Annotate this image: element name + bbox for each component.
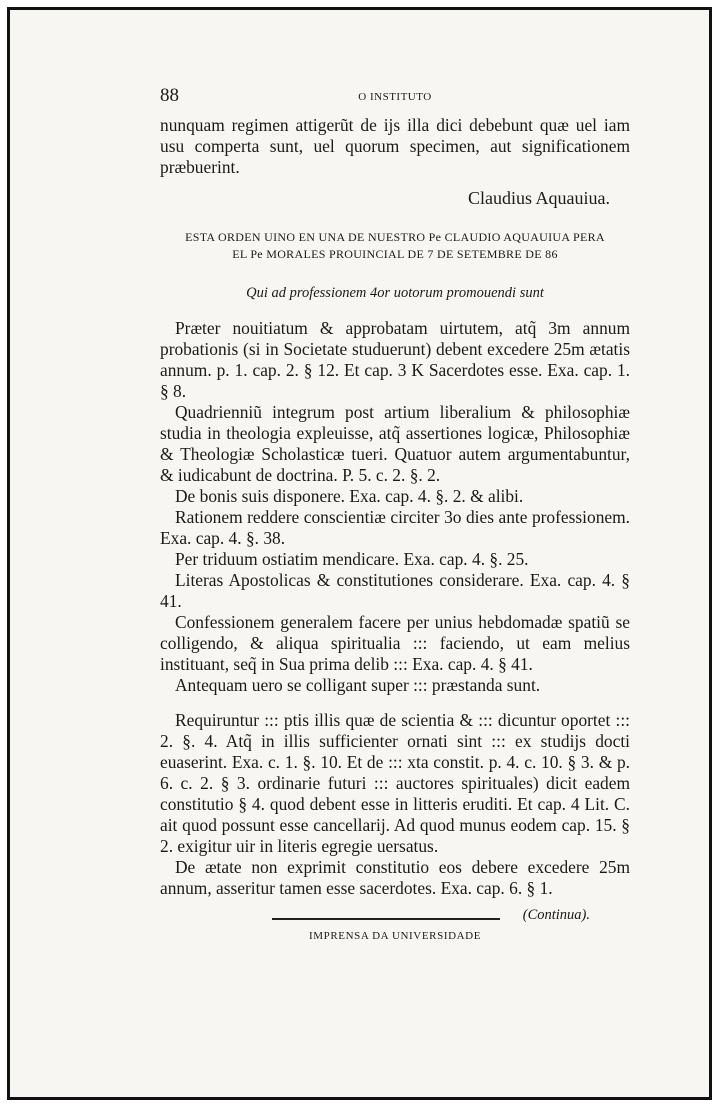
page-body bbox=[160, 85, 630, 924]
imprint: IMPRENSA DA UNIVERSIDADE bbox=[308, 930, 482, 942]
running-head: O INSTITUTO bbox=[358, 91, 432, 103]
note-paragraph: De ætate non exprimit constitutio eos debere excedere 25m annum, asseritur tamen esse sacerdotes. Exa. cap. 6. § 1. bbox=[160, 857, 630, 898]
document-title: ESTA ORDEN UINO EN UNA DE NUESTRO Pe CLAUDIO AQUAUIUA PERA EL Pe MORALES PROUINCIAL DE 7 DE SETEMBRE DE 86 bbox=[185, 230, 605, 261]
page-number: 88 bbox=[160, 85, 179, 106]
section-title: Qui ad professionem 4or uotorum promouendi sunt bbox=[246, 285, 544, 301]
requirements-list bbox=[160, 318, 630, 696]
requirement-paragraph: Literas Apostolicas & constitutiones considerare. Exa. cap. 4. § 41. bbox=[160, 570, 630, 611]
notes-list bbox=[160, 710, 630, 899]
requirement-paragraph: Rationem reddere conscientiæ circiter 3o dies ante professionem. Exa. cap. 4. §. 38. bbox=[160, 507, 630, 548]
requirement-paragraph: Quadrienniũ integrum post artium liberalium & philosophiæ studia in theologia expleuisse, atq̃ assertiones logicæ, Philosophiæ & Theologiæ Scholasticæ tueri. Quatuor autem argumentabuntur, & iudicabunt de doctrina. P. 5. c. 2. §. 2. bbox=[160, 402, 630, 485]
requirement-paragraph: Præter nouitiatum & approbatam uirtutem, atq̃ 3m annum probationis (si in Societate studuerunt) debent excedere 25m ætatis annum. p. 1. cap. 2. § 12. Et cap. 3 K Sacerdotes esse. Exa. cap. 1. § 8. bbox=[160, 318, 630, 401]
requirement-paragraph: De bonis suis disponere. Exa. cap. 4. §. 2. & alibi. bbox=[175, 486, 524, 506]
footer-rule bbox=[272, 918, 500, 920]
requirement-paragraph: Confessionem generalem facere per unius hebdomadæ spatiũ se colligendo, & aliqua spiritualia ::: faciendo, ut eam melius instituant, seq̃ in Sua prima delib ::: Exa. cap. 4. § 41. bbox=[160, 612, 630, 674]
signature: Claudius Aquauiua. bbox=[468, 188, 610, 208]
note-paragraph: Requiruntur ::: ptis illis quæ de scientia & ::: dicuntur oportet ::: 2. §. 4. Atq̃ in illis sufficienter ornati sint ::: ex studijs docti euaserint. Exa. c. 1. §. 10. Et de ::: xta constit. p. 4. c. 10. § 3. & p. 6. c. 2. § 3. ordinarie futuri ::: auctores spirituales) dicit eadem constitutio § 4. quod debent esse in litteris eruditi. Et cap. 4 Lit. C. ait quod possunt esse cancellarij. Ad quod munus eodem cap. 15. § 2. exigitur uir in literis egregie uersatus. bbox=[160, 710, 630, 856]
intro-paragraph: nunquam regimen attigerũt de ijs illa dici debebunt quæ uel iam usu comperta sunt, uel quorum specimen, aut significationem præbuerint. bbox=[160, 115, 630, 177]
continua-label: (Continua). bbox=[522, 907, 590, 923]
requirement-paragraph: Per triduum ostiatim mendicare. Exa. cap. 4. §. 25. bbox=[175, 549, 529, 569]
requirement-paragraph: Antequam uero se colligant super ::: præstanda sunt. bbox=[175, 675, 541, 695]
page-header bbox=[160, 85, 630, 115]
